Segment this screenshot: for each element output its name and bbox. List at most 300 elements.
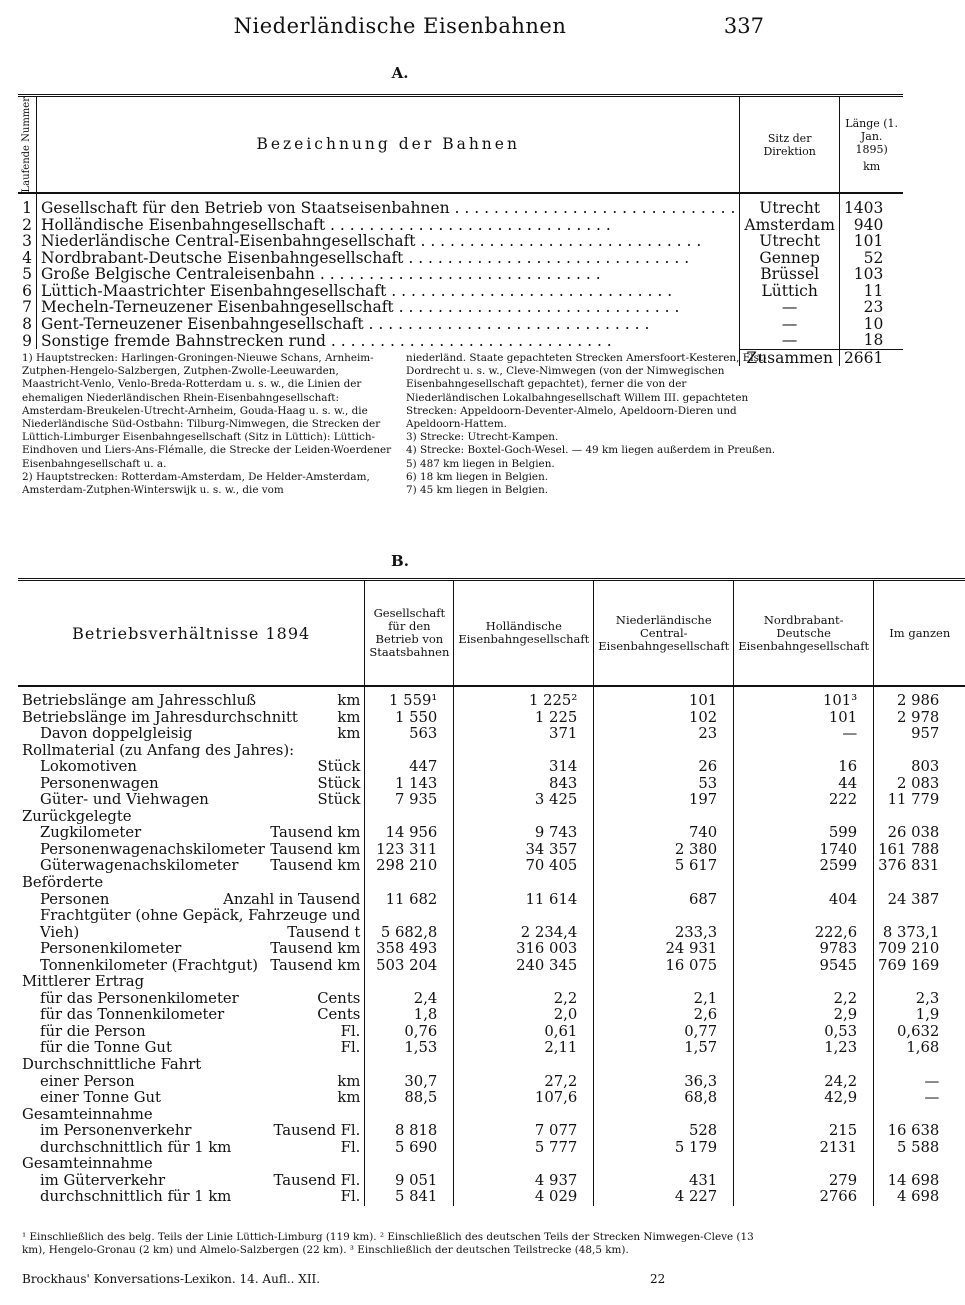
row-unit: km [337,692,361,709]
row-value: 769 169 [878,956,940,974]
row-label: Zugkilometer Tausend km [18,825,365,842]
row-label: Rollmaterial (zu Anfang des Jahres): [18,743,365,760]
row-value: 5 841 [365,1189,454,1206]
operations-row [18,809,965,826]
row-value: 11 779 [887,791,940,809]
operations-row [18,1123,965,1140]
footnote: niederländ. Staate gepachteten Strecken Amersfoort-Kesteren, Elst-Dordrecht u. s. w., Cleve-Nimwegen (von der Nimwegischen Eisenbahngesellschaft gepachtet), ferner die von der Niederländischen Lokalbahngesellschaft Willem III. gepachteten Strecken: Appeldoorn-Deventer-Almelo, Apeldoorn-Dieren und Apeldoorn-Hattem. [406,352,767,431]
railway-length: 11 [863,281,884,300]
railway-seat: Utrecht [740,233,840,250]
row-unit: Tausend Fl. [273,1171,361,1189]
row-unit: Tausend t [287,923,361,941]
row-label: Personen Anzahl in Tausend [18,892,365,909]
row-value [365,809,454,826]
row-value: 1 225 [454,710,594,727]
row-value: 7 077 [454,1123,594,1140]
railway-seat: — [740,299,840,316]
row-value: 9545 [734,958,874,975]
row-label: durchschnittlich für 1 km Fl. [18,1140,365,1157]
operations-row [18,686,965,710]
operations-row [18,710,965,727]
railway-name: Gent-Terneuzener Eisenbahngesellschaft . . . . . . . . . . . . . . . . . . . . . . . . . . . . . [37,316,740,333]
row-value [874,743,965,760]
row-unit: Stück [317,758,361,776]
row-value [454,1156,594,1173]
row-value: 123 311 [365,842,454,859]
row-value [365,908,454,925]
railway-name: Mecheln-Terneuzener Eisenbahngesellschaft . . . . . . . . . . . . . . . . . . . . . . . . . . . . . [37,299,740,316]
row-value: 222,6 [734,925,874,942]
railway-seat: — [740,316,840,333]
row-value: 1,23 [734,1040,874,1057]
row-value: 2 380 [594,842,734,859]
row-value: 222 [734,792,874,809]
operations-row [18,825,965,842]
row-label: Güter- und Viehwagen Stück [18,792,365,809]
row-value: 3 425 [454,792,594,809]
row-value: 2 986 [896,692,940,709]
row-value: 107,6 [454,1090,594,1107]
row-unit: Tausend km [270,940,361,958]
row-value [365,1156,454,1173]
footnotes-right [406,352,780,497]
row-value: 5 617 [594,858,734,875]
railway-name: Holländische Eisenbahngesellschaft . . . . . . . . . . . . . . . . . . . . . . . . . . . . . [37,217,740,234]
row-value: 0,53 [734,1024,874,1041]
row-value: 298 210 [365,858,454,875]
row-value [874,974,965,991]
row-value: 102 [594,710,734,727]
railway-length: 23 [863,298,884,317]
row-value: 2131 [734,1140,874,1157]
row-value: 16 638 [887,1122,940,1140]
row-value: 215 [734,1123,874,1140]
row-value [365,1057,454,1074]
footnote: 3) Strecke: Utrecht-Kampen. [406,431,559,444]
row-value: 24,2 [734,1074,874,1091]
row-value: 376 831 [878,857,940,875]
row-label: Güterwagenachskilometer Tausend km [18,858,365,875]
row-value: 24 387 [887,890,940,908]
railway-row [18,193,903,217]
operations-row [18,941,965,958]
row-label: Davon doppelgleisig km [18,726,365,743]
row-unit: Fl. [340,1039,361,1057]
row-number: 7 [18,299,37,316]
row-value [365,875,454,892]
row-label: Vieh) Tausend t [18,925,365,942]
total-label: Zusammen [740,349,840,366]
railway-seat: Lüttich [740,283,840,300]
row-label: für das Personenkilometer Cents [18,991,365,1008]
row-label: einer Person km [18,1074,365,1091]
row-value [454,809,594,826]
row-value: 44 [734,776,874,793]
railway-seat: Utrecht [740,193,840,217]
row-value [734,875,874,892]
row-value [874,809,965,826]
operations-row [18,1057,965,1074]
row-label: Personenwagenachskilometer Tausend km [18,842,365,859]
railway-row [18,266,903,283]
row-value: 11 614 [454,892,594,909]
row-unit: Tausend km [270,956,361,974]
row-value: 1 550 [365,710,454,727]
row-value [734,1156,874,1173]
railway-row [18,250,903,267]
row-value [874,1107,965,1124]
page-title: Niederländische Eisenbahnen [233,14,567,38]
railway-name: Nordbrabant-Deutsche Eisenbahngesellschaft . . . . . . . . . . . . . . . . . . . . . . . . . . . . . [37,250,740,267]
col-hollaendische-header: Holländische Eisenbahngesellschaft [454,580,594,687]
row-label: Zurückgelegte [18,809,365,826]
railway-name: Sonstige fremde Bahnstrecken rund . . . . . . . . . . . . . . . . . . . . . . . . . . . . . [37,332,740,349]
railway-name: Lüttich-Maastrichter Eisenbahngesellschaft . . . . . . . . . . . . . . . . . . . . . . . . . . . . . [37,283,740,300]
operations-row [18,759,965,776]
row-label: Betriebslänge im Jahresdurchschnitt km [18,710,365,727]
row-value: 2,9 [734,1007,874,1024]
row-label: im Güterverkehr Tausend Fl. [18,1173,365,1190]
railway-length: 18 [863,331,884,350]
col-laenge-header: Länge (1. Jan. 1895) km [839,96,903,194]
row-value: 233,3 [594,925,734,942]
page-number: 337 [723,14,764,38]
row-value: 371 [454,726,594,743]
railway-seat: Brüssel [740,266,840,283]
operations-row [18,1140,965,1157]
row-unit: km [337,1072,361,1090]
row-number: 2 [18,217,37,234]
row-value: 5 588 [896,1138,940,1156]
row-value: 26 038 [887,824,940,842]
railway-name: Gesellschaft für den Betrieb von Staatseisenbahnen . . . . . . . . . . . . . . . . . . . . . . . . . . . . . [37,193,740,217]
row-value: — [924,1072,940,1090]
row-value [594,743,734,760]
railway-name: Niederländische Central-Eisenbahngesellschaft . . . . . . . . . . . . . . . . . . . . . . . . . . . . . [37,233,740,250]
row-value: 240 345 [454,958,594,975]
row-label: Beförderte [18,875,365,892]
row-value: 1,68 [906,1039,940,1057]
row-value: 7 935 [365,792,454,809]
total-value: 2661 [839,349,903,366]
railway-row [18,299,903,316]
row-value: 5 690 [365,1140,454,1157]
railway-seat: — [740,332,840,349]
row-value: 9 743 [454,825,594,842]
row-value: 5 179 [594,1140,734,1157]
row-value: 2,2 [734,991,874,1008]
row-value: 34 357 [454,842,594,859]
row-value: 161 788 [878,840,940,858]
row-value: 23 [594,726,734,743]
row-value: 2,0 [454,1007,594,1024]
operations-row [18,726,965,743]
railway-seat: Gennep [740,250,840,267]
row-value [454,908,594,925]
footnotes-left [22,352,402,497]
row-value: 70 405 [454,858,594,875]
row-unit: Tausend km [270,824,361,842]
row-value: 5 682,8 [365,925,454,942]
col-central-header: Niederländische Central-Eisenbahngesellschaft [594,580,734,687]
row-value: 2,1 [594,991,734,1008]
row-value: 2,11 [454,1040,594,1057]
row-label: Lokomotiven Stück [18,759,365,776]
operations-row [18,842,965,859]
railway-row [18,332,903,349]
row-value: 16 [734,759,874,776]
row-value: 14 698 [887,1171,940,1189]
row-value [874,1057,965,1074]
row-value: 2,4 [365,991,454,1008]
row-value: 316 003 [454,941,594,958]
row-value [734,1057,874,1074]
footnote: 1) Hauptstrecken: Harlingen-Groningen-Nieuwe Schans, Arnheim-Zutphen-Hengelo-Salzbergen, Zutphen-Zwolle-Leeuwarden, Maastricht-Venlo, Venlo-Breda-Rotterdam u. s. w., die Linien der ehemaligen Niederländischen Rhein-Eisenbahngesellschaft: Amsterdam-Breukelen-Utrecht-Arnheim, Gouda-Haag u. s. w., die Niederländische Süd-Ostbahn: Tilburg-Nimwegen, die Strecken der Lüttich-Limburger Eisenbahngesellschaft (Sitz in Lüttich): Lüttich-Eindhoven und Liers-Ans-Flémalle, die Strecke der Leiden-Woerdener Eisenbahngesellschaft u. a. [22,352,392,470]
col-sitz-header: Sitz der Direktion [740,96,840,194]
row-value: 9783 [734,941,874,958]
row-value: 14 956 [365,825,454,842]
row-value [594,809,734,826]
railways-table [18,94,903,366]
row-value: 0,76 [365,1024,454,1041]
row-value: 503 204 [365,958,454,975]
row-label: durchschnittlich für 1 km Fl. [18,1189,365,1206]
row-value: 197 [594,792,734,809]
row-unit: km [337,708,361,726]
footnote: 7) 45 km liegen in Belgien. [406,484,549,497]
row-label: einer Tonne Gut km [18,1090,365,1107]
operations-row [18,1090,965,1107]
row-value: 4 227 [594,1189,734,1206]
row-value: 687 [594,892,734,909]
row-value [594,1107,734,1124]
row-label: Tonnenkilometer (Frachtgut) Tausend km [18,958,365,975]
row-value: 2 083 [896,774,940,792]
row-value [454,743,594,760]
row-value: 30,7 [365,1074,454,1091]
row-unit: km [337,1089,361,1107]
row-value: 447 [365,759,454,776]
row-value: 0,77 [594,1024,734,1041]
row-value: 1,8 [365,1007,454,1024]
railway-length: 101 [853,232,884,251]
row-label: Durchschnittliche Fahrt [18,1057,365,1074]
row-value [734,809,874,826]
row-value: 2766 [734,1189,874,1206]
railway-row [18,233,903,250]
row-value: 599 [734,825,874,842]
operations-row [18,908,965,925]
row-label: Gesamteinnahme [18,1156,365,1173]
row-value [365,1107,454,1124]
row-value: 279 [734,1173,874,1190]
row-value: 16 075 [594,958,734,975]
row-unit: km [337,725,361,743]
row-number: 9 [18,332,37,349]
operations-row [18,925,965,942]
row-value: 53 [594,776,734,793]
col-total-header: Im ganzen [874,580,965,687]
operations-row [18,875,965,892]
col-nordbrabant-header: Nordbrabant-Deutsche Eisenbahngesellschaft [734,580,874,687]
railway-row [18,217,903,234]
row-value [874,1156,965,1173]
row-value: 68,8 [594,1090,734,1107]
row-value: 36,3 [594,1074,734,1091]
row-number: 4 [18,250,37,267]
row-value: 1 559¹ [365,686,454,710]
operations-row [18,1040,965,1057]
row-value: 11 682 [365,892,454,909]
footnote: 2) Hauptstrecken: Rotterdam-Amsterdam, De Helder-Amsterdam, Amsterdam-Zutphen-Winterswijk u. s. w., die vom [22,470,370,497]
operations-row [18,792,965,809]
operations-row [18,743,965,760]
section-b-label: B. [391,552,409,570]
row-value: 1,53 [365,1040,454,1057]
row-value: 803 [911,758,940,776]
col-staatsbahnen-header: Gesellschaft für den Betrieb von Staatsbahnen [365,580,454,687]
row-value: 4 029 [454,1189,594,1206]
row-value: 9 051 [365,1173,454,1190]
operations-row [18,776,965,793]
table-footnote: ¹ Einschließlich des belg. Teils der Linie Lüttich-Limburg (119 km). ² Einschließlich des deutschen Teils der Strecken Nimwegen-Cleve (13 km), Hengelo-Gronau (2 km) und Almelo-Salzbergen (22 km). ³ Einschließlich der deutschen Teilstrecke (48,5 km). [22,1231,754,1256]
row-value [454,1107,594,1124]
row-value: 740 [594,825,734,842]
row-number: 6 [18,283,37,300]
row-value: 528 [594,1123,734,1140]
row-label: Mittlerer Ertrag [18,974,365,991]
source-line: Brockhaus' Konversations-Lexikon. 14. Aufl.. XII. [22,1272,321,1286]
row-label: Personenkilometer Tausend km [18,941,365,958]
row-value: 0,632 [896,1022,940,1040]
row-value: 27,2 [454,1074,594,1091]
row-value [734,974,874,991]
row-value [594,875,734,892]
row-value [365,974,454,991]
row-unit: Fl. [340,1138,361,1156]
footnote: 6) 18 km liegen in Belgien. [406,470,549,483]
operations-row [18,1189,965,1206]
row-value: 101 [594,686,734,710]
row-value: — [734,726,874,743]
railway-length: 1403 [843,199,884,218]
operations-row [18,1107,965,1124]
railway-length: 52 [863,248,884,267]
railway-length: 103 [853,265,884,284]
row-value: 2 234,4 [454,925,594,942]
operations-row [18,974,965,991]
row-value [594,908,734,925]
row-value: 404 [734,892,874,909]
row-label: Personenwagen Stück [18,776,365,793]
footnote: 4) Strecke: Boxtel-Goch-Wesel. — 49 km liegen außerdem in Preußen. [406,444,776,457]
row-value: 42,9 [734,1090,874,1107]
row-label: für das Tonnenkilometer Cents [18,1007,365,1024]
railway-row [18,283,903,300]
row-value [454,974,594,991]
row-number: 8 [18,316,37,333]
col-nr-header: Laufende Nummer [18,96,37,194]
operations-row [18,958,965,975]
operations-row [18,1007,965,1024]
row-label: für die Tonne Gut Fl. [18,1040,365,1057]
section-a-label: A. [391,64,409,82]
row-value: 4 698 [896,1188,940,1206]
row-value [874,875,965,892]
row-label: Frachtgüter (ohne Gepäck, Fahrzeuge und [18,908,365,925]
row-value: 358 493 [365,941,454,958]
row-unit: Fl. [340,1022,361,1040]
operations-row [18,1156,965,1173]
row-value [594,974,734,991]
operations-row [18,1024,965,1041]
row-value: 101³ [734,686,874,710]
row-value: 1 143 [365,776,454,793]
row-value: 563 [365,726,454,743]
operations-row [18,892,965,909]
row-value: 1,57 [594,1040,734,1057]
railway-name: Große Belgische Centraleisenbahn . . . . . . . . . . . . . . . . . . . . . . . . . . . . . [37,266,740,283]
railway-length: 940 [853,215,884,234]
row-value: 709 210 [878,940,940,958]
operations-row [18,1173,965,1190]
row-value: 0,61 [454,1024,594,1041]
row-unit: Tausend km [270,840,361,858]
row-label: im Personenverkehr Tausend Fl. [18,1123,365,1140]
row-value: 8 818 [365,1123,454,1140]
row-number: 3 [18,233,37,250]
row-number: 1 [18,193,37,217]
col-main-header: Betriebsverhältnisse 1894 [18,580,365,687]
row-value: 843 [454,776,594,793]
row-value: 5 777 [454,1140,594,1157]
col-name-header: Bezeichnung der Bahnen [37,96,740,194]
row-value [365,743,454,760]
railway-row [18,316,903,333]
row-value: 88,5 [365,1090,454,1107]
row-number: 5 [18,266,37,283]
row-label: Betriebslänge am Jahresschluß km [18,686,365,710]
operations-row [18,858,965,875]
row-value: 2,3 [915,989,940,1007]
row-value: — [924,1089,940,1107]
row-unit: Fl. [340,1188,361,1206]
row-value [594,1156,734,1173]
signature-mark: 22 [650,1272,666,1286]
row-unit: Cents [317,1006,361,1024]
row-unit: Anzahl in Tausend [223,890,361,908]
railway-seat: Amsterdam [740,217,840,234]
operations-row [18,1074,965,1091]
row-value: 2 978 [896,708,940,726]
row-value: 24 931 [594,941,734,958]
row-value [734,1107,874,1124]
row-value: 1,9 [915,1006,940,1024]
row-value: 101 [734,710,874,727]
row-value [734,743,874,760]
operations-row [18,991,965,1008]
row-value: 8 373,1 [882,923,940,941]
row-value: 2,2 [454,991,594,1008]
row-value [594,1057,734,1074]
row-value: 2599 [734,858,874,875]
footnote: 5) 487 km liegen in Belgien. [406,457,555,470]
row-value [454,1057,594,1074]
row-value: 1 225² [454,686,594,710]
row-unit: Stück [317,791,361,809]
row-unit: Tausend km [270,857,361,875]
row-label: Gesamteinnahme [18,1107,365,1124]
